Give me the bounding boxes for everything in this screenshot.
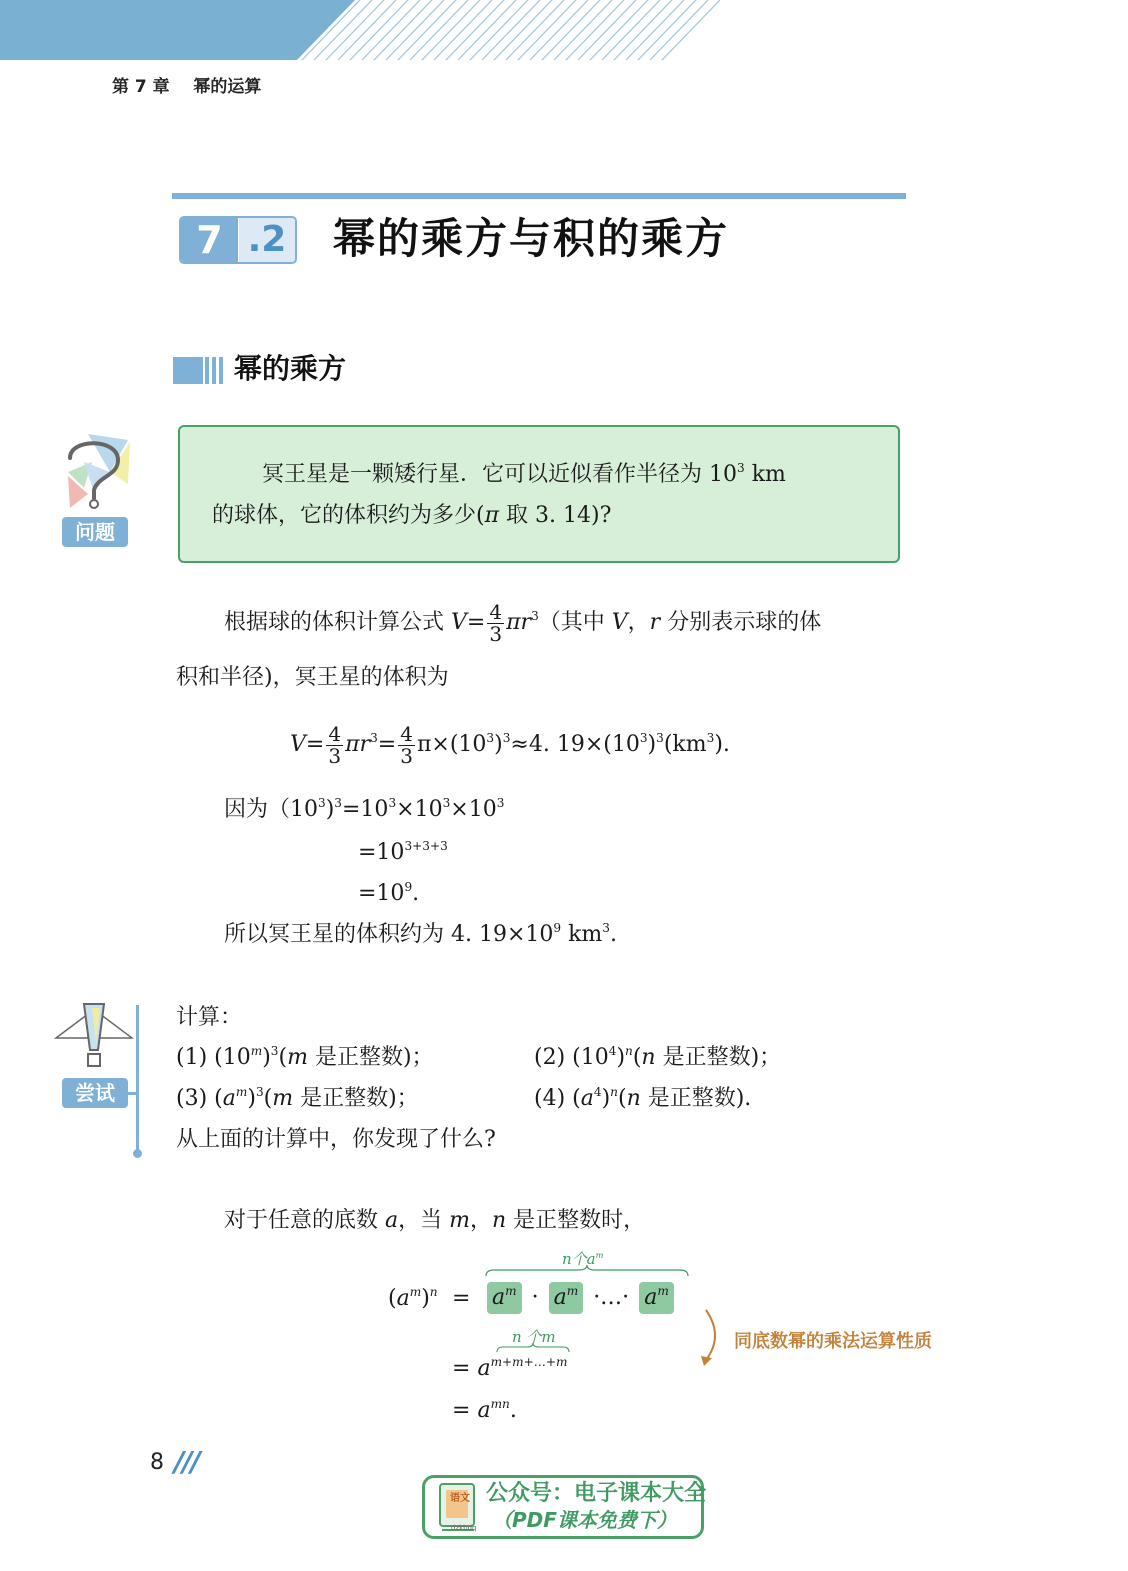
- exponent: m: [566, 1283, 579, 1298]
- var-V: V: [451, 610, 467, 635]
- var-m: m: [287, 1045, 308, 1070]
- period: .: [509, 1398, 517, 1423]
- paren: ): [421, 1286, 430, 1311]
- brace-label-text: n个a: [562, 1250, 596, 1268]
- because-text: ×10: [450, 797, 497, 822]
- try-item-4: [534, 1086, 751, 1112]
- try-item-2: [534, 1045, 781, 1071]
- var-r: r: [359, 732, 371, 757]
- question-mark-icon: [58, 432, 134, 512]
- var-n: n: [641, 1045, 656, 1070]
- section-number-sub: .2: [239, 218, 295, 262]
- step-text: =10: [358, 881, 405, 906]
- item-text: 是正整数)；: [293, 1086, 419, 1111]
- exponent: 3: [442, 795, 451, 810]
- period: .: [610, 922, 617, 947]
- because-text: ×10: [396, 797, 443, 822]
- var-a: a: [477, 1398, 491, 1423]
- denominator: 3: [489, 621, 503, 646]
- curved-arrow-icon: [698, 1306, 724, 1368]
- exponent: m: [235, 1084, 248, 1099]
- dot: ·: [531, 1285, 539, 1310]
- exponent: 4: [608, 1043, 617, 1058]
- brace-bottom-label: n 个m: [512, 1328, 556, 1346]
- exponent: 9: [553, 920, 562, 935]
- try-intro: 计算：: [176, 1005, 243, 1030]
- body-line-2: 积和半径)，冥王星的体积为: [176, 665, 449, 690]
- var-a: a: [553, 1285, 567, 1310]
- page-number: 8: [150, 1450, 164, 1475]
- try-item-3: [176, 1086, 419, 1112]
- problem-box: [178, 425, 900, 563]
- var-V: V: [290, 732, 306, 757]
- comma: ，: [627, 610, 650, 635]
- step-result: [452, 1396, 517, 1426]
- var-a: a: [222, 1086, 236, 1111]
- step-text: =10: [358, 840, 405, 865]
- derivation-text: 是正整数时，: [506, 1208, 646, 1233]
- denominator: 3: [400, 743, 413, 768]
- period: .: [412, 881, 420, 906]
- try-vertical-line: [136, 1005, 139, 1153]
- because-text: =10: [342, 797, 389, 822]
- var-r: r: [649, 610, 661, 635]
- exponent: 3: [370, 730, 378, 745]
- item-text: (: [617, 1086, 627, 1111]
- exponent: 3: [639, 730, 648, 745]
- formula-text: (km: [663, 732, 707, 757]
- fraction-4-3: [398, 721, 415, 768]
- because-step-3: [358, 881, 419, 907]
- try-label: 尝试: [62, 1078, 128, 1108]
- book-icon-text: 语文: [450, 1493, 470, 1504]
- fraction-4-3: [487, 599, 504, 646]
- exponent: n: [625, 1043, 633, 1058]
- var-a: a: [644, 1285, 658, 1310]
- formula-text: π×(10: [416, 732, 487, 757]
- denominator: 3: [328, 743, 342, 768]
- item-text: ): [601, 1086, 611, 1111]
- equals-sign: =: [452, 1286, 471, 1311]
- section-number-box: [179, 216, 297, 264]
- item-text: 是正整数)；: [307, 1045, 434, 1070]
- derivation-text: ，当: [398, 1208, 450, 1233]
- exponent: n: [610, 1084, 618, 1099]
- property-note: 同底数幂的乘法运算性质: [734, 1331, 932, 1352]
- formula-text: ).: [714, 732, 730, 757]
- pi-symbol: π: [345, 732, 360, 757]
- header-band: [0, 0, 1128, 62]
- paren: ): [325, 797, 335, 822]
- watermark-line-2: （PDF课本免费下）: [492, 1508, 677, 1532]
- item-text: (1) (10: [176, 1045, 251, 1070]
- exponent-sum: m+m+…+m: [490, 1354, 568, 1369]
- item-text: ): [262, 1045, 271, 1070]
- exponent: 3: [318, 795, 326, 810]
- exclamation-icon: [54, 1002, 134, 1072]
- subsection-title: 幂的乘方: [234, 352, 347, 385]
- var-n: n: [492, 1208, 507, 1233]
- derivation-text: ，: [470, 1208, 493, 1233]
- subsection-marker-bar: [219, 357, 223, 384]
- because-line: [224, 797, 504, 823]
- var-V: V: [611, 610, 628, 635]
- item-text: ): [616, 1045, 626, 1070]
- exponent: 3: [656, 730, 664, 745]
- var-n: n: [626, 1086, 641, 1111]
- highlight-a-m: [639, 1282, 674, 1314]
- item-text: (: [263, 1086, 273, 1111]
- derivation-text: 对于任意的底数: [224, 1208, 385, 1233]
- body-line-1: [224, 598, 821, 648]
- problem-line-1: [262, 462, 786, 488]
- numerator: 4: [400, 721, 413, 746]
- fraction-4-3: [326, 721, 343, 768]
- pi-symbol: π: [506, 610, 521, 635]
- var-m: m: [272, 1086, 294, 1111]
- exponent: n: [429, 1284, 438, 1299]
- highlight-a-m: [487, 1282, 522, 1314]
- exponent: 3: [270, 1043, 279, 1058]
- section-number-main: 7: [181, 218, 238, 262]
- exponent: 3+3+3: [404, 838, 448, 853]
- product-expansion: [484, 1282, 677, 1314]
- because-text: 因为（10: [224, 797, 318, 822]
- var-r: r: [520, 610, 532, 635]
- step-sum: [452, 1354, 567, 1384]
- var-a: a: [385, 1208, 399, 1233]
- exponent-mn: mn: [490, 1396, 510, 1411]
- exponent: 3: [486, 730, 495, 745]
- exponent: 3: [706, 730, 715, 745]
- var-a: a: [492, 1285, 506, 1310]
- var-a: a: [580, 1086, 594, 1111]
- problem-label: 问题: [62, 517, 128, 547]
- try-item-1: [176, 1045, 434, 1071]
- problem-text: 冥王星是一颗矮行星．它可以近似看作半径为 10: [262, 462, 737, 487]
- item-text: (4) (: [534, 1086, 581, 1111]
- var-a: a: [396, 1286, 410, 1311]
- var-a: a: [477, 1356, 491, 1381]
- exponent: m: [250, 1043, 263, 1058]
- problem-text: 取 3. 14)?: [499, 503, 612, 528]
- exponent: m: [657, 1283, 669, 1298]
- try-line-dot: [133, 1149, 142, 1158]
- conclusion-text: 所以冥王星的体积约为 4. 19×10: [224, 922, 554, 947]
- exponent: 4: [593, 1084, 602, 1099]
- equals: =: [377, 732, 397, 757]
- exponent: 3: [531, 608, 539, 623]
- volume-formula: [290, 720, 730, 770]
- var-m: m: [449, 1208, 470, 1233]
- formula-text: ): [494, 732, 503, 757]
- body-text: （其中: [538, 610, 612, 635]
- dots: ·…·: [593, 1285, 630, 1310]
- item-text: 是正整数)；: [655, 1045, 782, 1070]
- exponent: 3: [334, 795, 342, 810]
- paren: (: [388, 1286, 397, 1311]
- highlight-a-m: [549, 1282, 584, 1314]
- problem-line-2: [212, 503, 611, 529]
- item-text: (2) (10: [534, 1045, 609, 1070]
- exponent: 9: [404, 879, 413, 894]
- equals: =: [452, 1398, 471, 1423]
- subsection-marker-block: [173, 357, 203, 384]
- section-rule: [172, 193, 906, 199]
- book-icon-subtext: dzkbdq: [451, 1524, 477, 1532]
- item-text: ): [247, 1086, 256, 1111]
- power-lhs: [388, 1284, 438, 1314]
- subsection-marker-bar: [205, 357, 209, 384]
- try-connector: [118, 1092, 136, 1095]
- formula-text: ): [647, 732, 657, 757]
- brace-bottom: [495, 1342, 571, 1354]
- exponent: m: [505, 1283, 517, 1298]
- item-text: (3) (: [176, 1086, 223, 1111]
- because-step-2: [358, 840, 448, 866]
- derivation-intro: [224, 1208, 645, 1234]
- item-text: (: [278, 1045, 288, 1070]
- numerator: 4: [328, 721, 342, 746]
- try-question: 从上面的计算中，你发现了什么?: [176, 1127, 496, 1152]
- exponent: m: [409, 1284, 422, 1299]
- watermark-line-1: 公众号：电子课本大全: [486, 1481, 707, 1506]
- numerator: 4: [489, 599, 503, 624]
- page-slashes: ///: [174, 1445, 199, 1478]
- exponent: 3: [502, 730, 511, 745]
- equals: =: [305, 732, 325, 757]
- conclusion-text: km: [561, 922, 603, 947]
- exponent: m: [595, 1249, 604, 1260]
- subsection-marker-bar: [212, 357, 216, 384]
- exponent: 3: [737, 460, 745, 475]
- equals: =: [452, 1356, 471, 1381]
- item-text: 是正整数).: [640, 1086, 752, 1111]
- formula-text: ≈4. 19×(10: [510, 732, 640, 757]
- problem-text: 的球体，它的体积约为多少(: [212, 503, 485, 528]
- brace-top: [484, 1264, 690, 1278]
- chapter-header: 第 7 章 幂的运算: [112, 77, 262, 97]
- body-text: 根据球的体积计算公式: [224, 610, 451, 635]
- exponent: 3: [255, 1084, 264, 1099]
- equals: =: [466, 610, 486, 635]
- pi-symbol: π: [484, 503, 500, 528]
- body-text: 分别表示球的体: [660, 610, 822, 635]
- conclusion-line: [224, 922, 617, 948]
- unit: km: [744, 462, 786, 487]
- exponent: 3: [602, 920, 610, 935]
- item-text: (: [632, 1045, 642, 1070]
- exponent: 3: [388, 795, 397, 810]
- section-title: 幂的乘方与积的乘方: [333, 214, 730, 263]
- exponent: 3: [496, 795, 505, 810]
